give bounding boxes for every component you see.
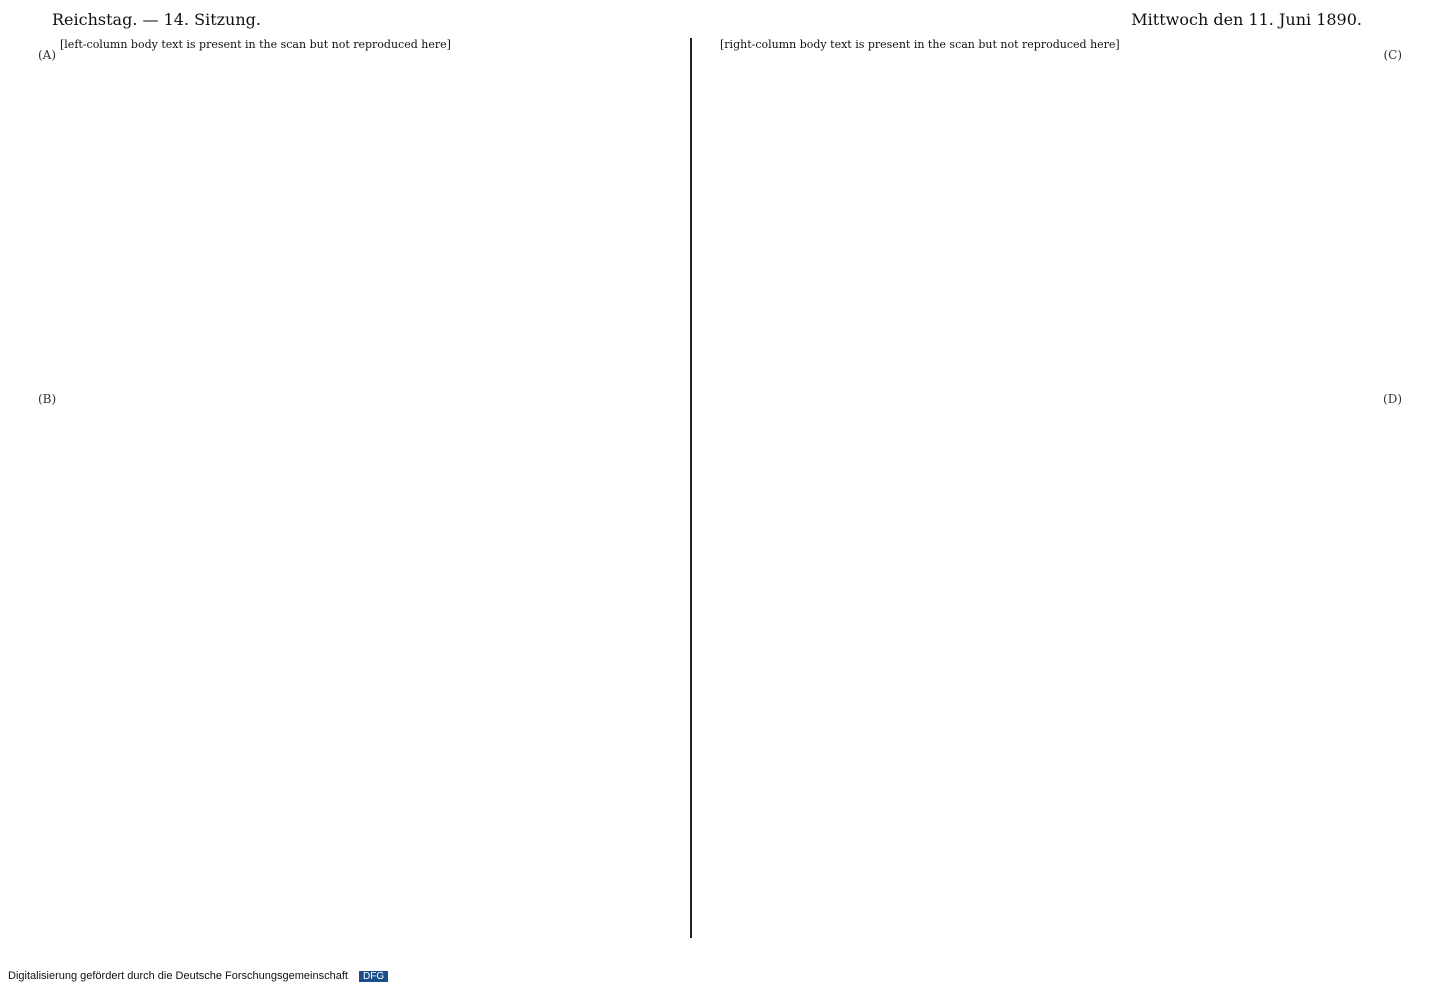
margin-label-a: (A) [38,48,57,62]
page-header [52,8,1362,38]
left-column-paragraph: [left-column body text is present in the scan but not reproduced here] [60,38,451,51]
left-column [60,38,670,938]
right-column [720,38,1330,938]
margin-label-d: (D) [1383,392,1402,406]
margin-label-c: (C) [1383,48,1402,62]
right-column-paragraph: [right-column body text is present in the scan but not reproduced here] [720,38,1120,51]
column-divider [690,38,692,938]
margin-label-b: (B) [38,392,57,406]
text-columns [60,38,1370,938]
footer-label: Digitalisierung gefördert durch die Deutsche Forschungsgemeinschaft [8,970,348,982]
dfg-badge: DFG [359,971,388,982]
footer [8,970,388,982]
header-left: Reichstag. — 14. Sitzung. [52,10,261,29]
header-right: Mittwoch den 11. Juni 1890. [1131,10,1362,29]
